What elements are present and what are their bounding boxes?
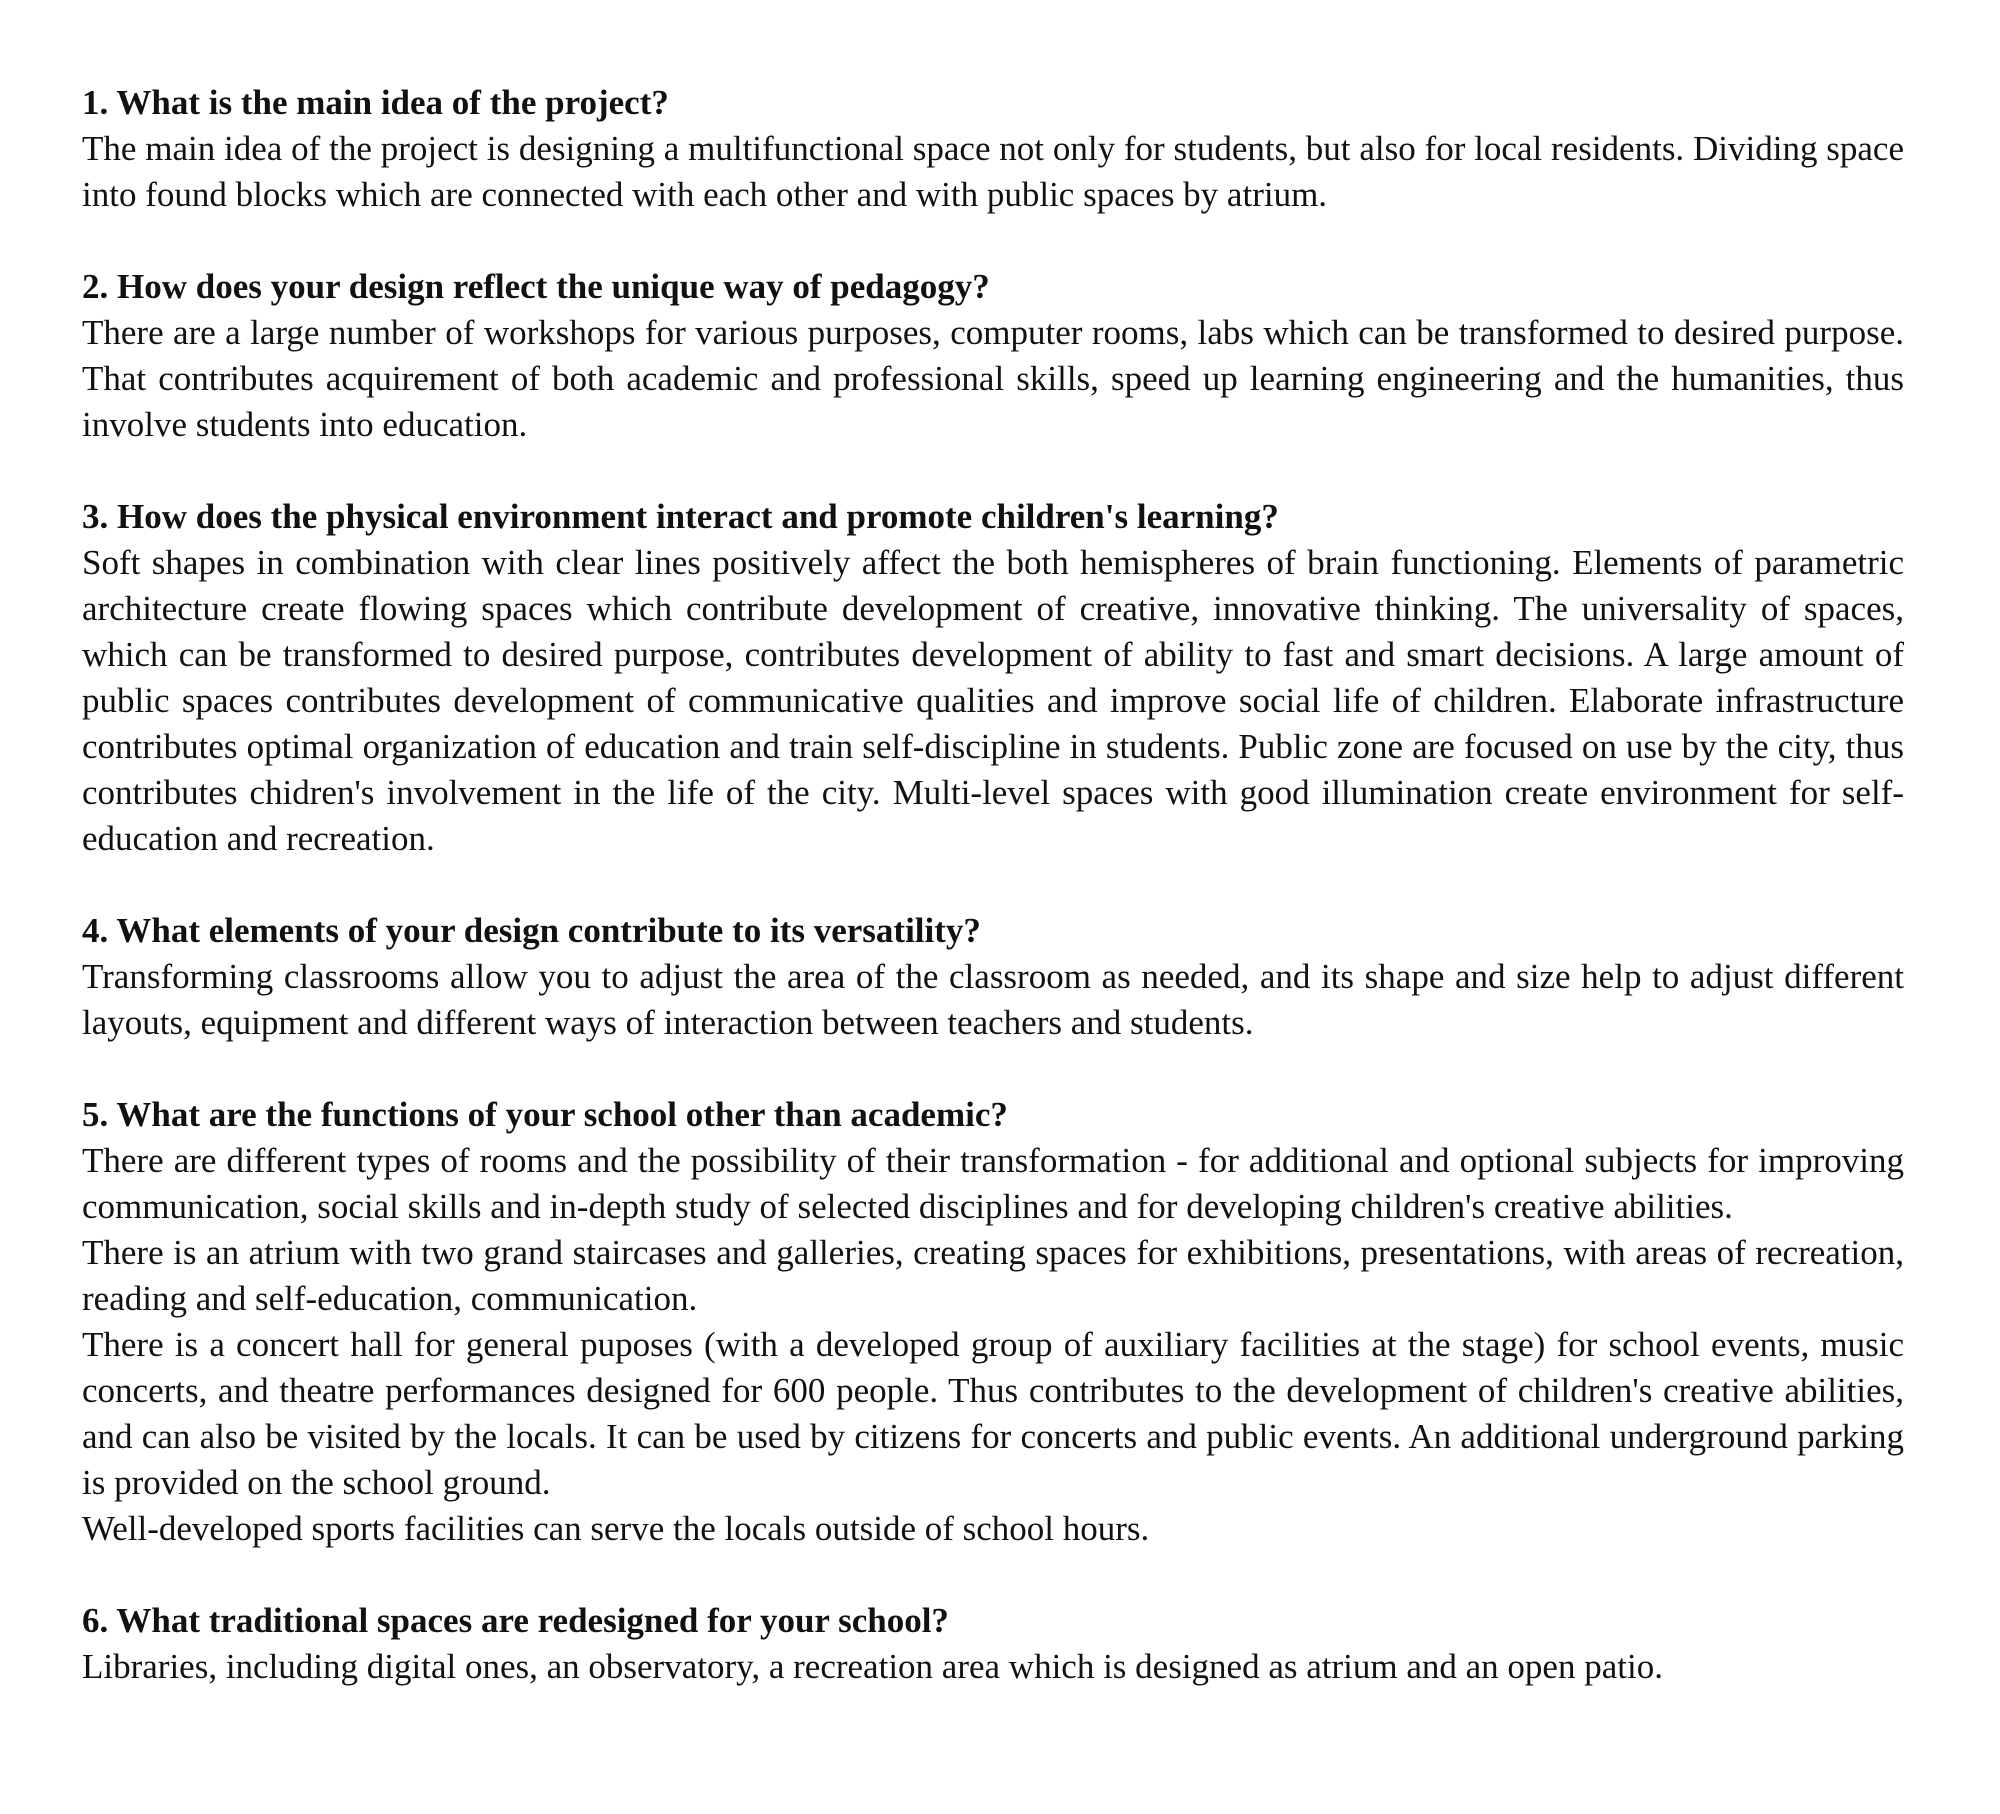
answer-paragraph: The main idea of the project is designing a multifunctional space not only for students, but also for local residents. Dividing space into found blocks which are connected with each other and with public spaces by atrium. [82, 129, 1904, 214]
document-body [82, 80, 1904, 1736]
question-heading: 1. What is the main idea of the project? [82, 83, 669, 122]
qa-section-3 [82, 494, 1904, 862]
answer-text [82, 1644, 1904, 1690]
question-heading: 5. What are the functions of your school other than academic? [82, 1095, 1008, 1134]
qa-section-1 [82, 80, 1904, 218]
answer-paragraph: There is a concert hall for general puposes (with a developed group of auxiliary facilities at the stage) for school events, music concerts, and theatre performances designed for 600 people. Thus contributes to the development of children's creative abilities, and can also be visited by the locals. It can be used by citizens for concerts and public events. An additional underground parking is provided on the school ground. [82, 1325, 1904, 1502]
question-heading: 6. What traditional spaces are redesigned for your school? [82, 1601, 949, 1640]
answer-paragraph: There are different types of rooms and the possibility of their transformation - for additional and optional subjects for improving communication, social skills and in-depth study of selected disciplines and for developing children's creative abilities. [82, 1141, 1904, 1226]
qa-section-5 [82, 1092, 1904, 1552]
answer-paragraph: Transforming classrooms allow you to adjust the area of the classroom as needed, and its shape and size help to adjust different layouts, equipment and different ways of interaction between teachers and students. [82, 957, 1904, 1042]
answer-paragraph: There are a large number of workshops for various purposes, computer rooms, labs which can be transformed to desired purpose. That contributes acquirement of both academic and professional skills, speed up learning engineering and the humanities, thus involve students into education. [82, 313, 1904, 444]
answer-text [82, 1138, 1904, 1552]
answer-text [82, 540, 1904, 862]
question-heading: 4. What elements of your design contribute to its versatility? [82, 911, 981, 950]
answer-text [82, 310, 1904, 448]
answer-paragraph: Libraries, including digital ones, an observatory, a recreation area which is designed as atrium and an open patio. [82, 1647, 1663, 1686]
question-heading: 2. How does your design reflect the unique way of pedagogy? [82, 267, 990, 306]
question-heading: 3. How does the physical environment interact and promote children's learning? [82, 497, 1279, 536]
answer-text [82, 126, 1904, 218]
qa-section-4 [82, 908, 1904, 1046]
answer-paragraph: There is an atrium with two grand staircases and galleries, creating spaces for exhibitions, presentations, with areas of recreation, reading and self-education, communication. [82, 1233, 1904, 1318]
answer-paragraph: Soft shapes in combination with clear lines positively affect the both hemispheres of brain functioning. Elements of parametric architecture create flowing spaces which contribute development of creative, innovative thinking. The universality of spaces, which can be transformed to desired purpose, contributes development of ability to fast and smart decisions. A large amount of public spaces contributes development of communicative qualities and improve social life of children. Elaborate infrastructure contributes optimal organization of education and train self-discipline in students. Public zone are focused on use by the city, thus contributes chidren's involvement in the life of the city. Multi-level spaces with good illumination create environment for self-education and recreation. [82, 543, 1904, 858]
answer-text [82, 954, 1904, 1046]
qa-section-2 [82, 264, 1904, 448]
answer-paragraph: Well-developed sports facilities can serve the locals outside of school hours. [82, 1509, 1150, 1548]
qa-section-6 [82, 1598, 1904, 1690]
